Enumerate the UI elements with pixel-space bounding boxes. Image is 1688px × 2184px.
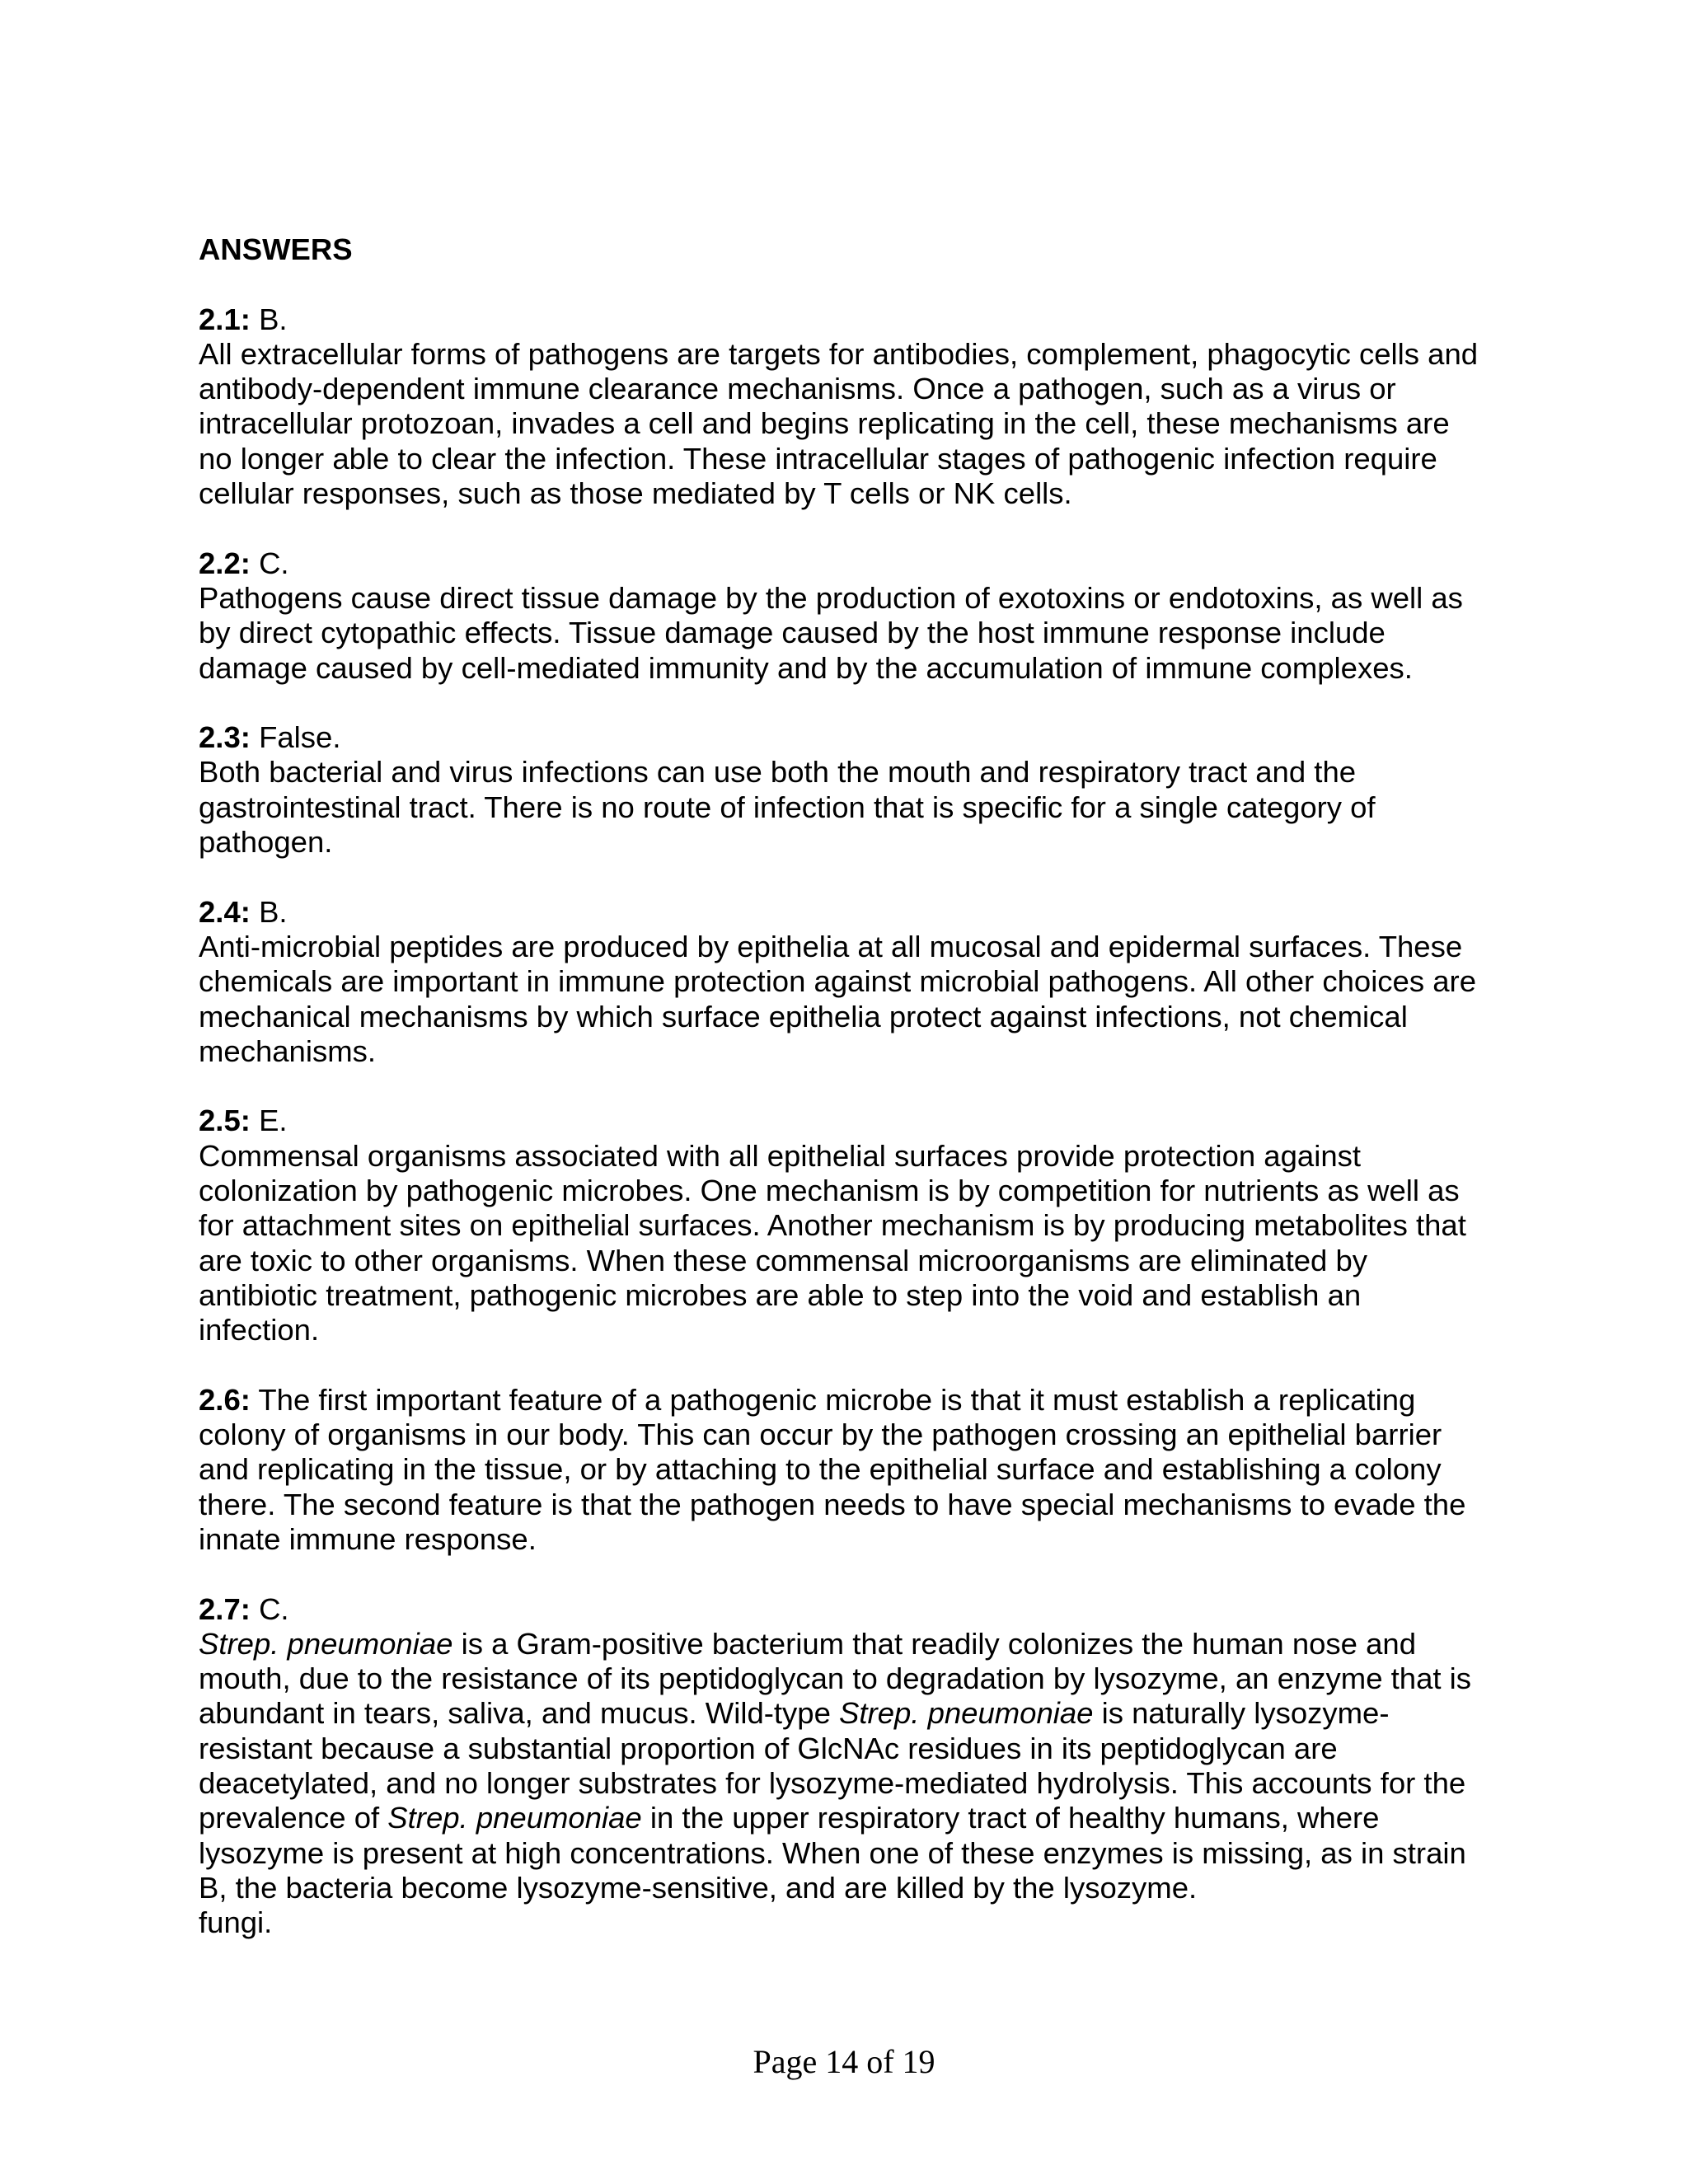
species-name: Strep. pneumoniae bbox=[387, 1801, 642, 1835]
page-number: Page 14 of 19 bbox=[753, 2043, 935, 2080]
answer-label: 2.3: bbox=[199, 720, 251, 755]
explanation-text: is a Gram-positive bacterium that readily colonizes the human nose and bbox=[452, 1626, 1417, 1661]
explanation-line bbox=[199, 1801, 1493, 1835]
explanation-line: Anti-microbial peptides are produced by epithelia at all mucosal and epidermal surfaces. These bbox=[199, 929, 1463, 963]
answer-header bbox=[199, 302, 1493, 337]
explanation-line bbox=[199, 1696, 1493, 1731]
species-name: Strep. pneumoniae bbox=[199, 1626, 453, 1661]
answer-2-6 bbox=[199, 1383, 1493, 1557]
explanation-line: Commensal organisms associated with all epithelial surfaces provide protection against bbox=[199, 1138, 1362, 1173]
answer-2-2 bbox=[199, 546, 1493, 686]
explanation-line: colony of organisms in our body. This can occur by the pathogen crossing an epithelial barrier bbox=[199, 1418, 1442, 1452]
explanation-line: mouth, due to the resistance of its peptidoglycan to degradation by lysozyme, an enzyme that is bbox=[199, 1661, 1472, 1696]
answer-label: 2.6: bbox=[199, 1382, 251, 1417]
explanation-first-line: The first important feature of a pathogenic microbe is that it must establish a replicating bbox=[258, 1382, 1416, 1417]
answer-choice: False. bbox=[259, 720, 341, 755]
explanation-line: colonization by pathogenic microbes. One mechanism is by competition for nutrients as well as bbox=[199, 1174, 1460, 1208]
explanation-text: is naturally lysozyme- bbox=[1093, 1696, 1390, 1731]
answer-choice: B. bbox=[259, 894, 288, 929]
answer-2-4 bbox=[199, 895, 1493, 1069]
explanation-text: abundant in tears, saliva, and mucus. Wild-type bbox=[199, 1696, 840, 1731]
explanation-line: deacetylated, and no longer substrates for lysozyme-mediated hydrolysis. This accounts for the bbox=[199, 1766, 1466, 1801]
explanation-line bbox=[199, 1627, 1493, 1661]
explanation-line: chemicals are important in immune protection against microbial pathogens. All other choices are bbox=[199, 964, 1477, 999]
explanation-line: lysozyme is present at high concentrations. When one of these enzymes is missing, as in strain bbox=[199, 1835, 1466, 1870]
explanation-line: antibody-dependent immune clearance mechanisms. Once a pathogen, such as a virus or bbox=[199, 372, 1396, 406]
answer-choice: E. bbox=[259, 1104, 288, 1138]
explanation-line: All extracellular forms of pathogens are targets for antibodies, complement, phagocytic cells and bbox=[199, 336, 1479, 371]
answer-2-3 bbox=[199, 720, 1493, 860]
explanation-line: intracellular protozoan, invades a cell and begins replicating in the cell, these mechanisms are bbox=[199, 406, 1450, 441]
explanation-line: there. The second feature is that the pathogen needs to have special mechanisms to evade the bbox=[199, 1487, 1466, 1521]
explanation-line: fungi. bbox=[199, 1905, 273, 1940]
explanation-line: no longer able to clear the infection. These intracellular stages of pathogenic infection require bbox=[199, 441, 1437, 476]
explanation-line: antibiotic treatment, pathogenic microbes are able to step into the void and establish an bbox=[199, 1277, 1362, 1312]
explanation-line: gastrointestinal tract. There is no route of infection that is specific for a single category of bbox=[199, 790, 1376, 824]
section-heading: ANSWERS bbox=[199, 232, 353, 266]
answer-2-1 bbox=[199, 302, 1493, 512]
answer-label: 2.2: bbox=[199, 546, 251, 580]
answers-section bbox=[199, 232, 1493, 1941]
answer-header bbox=[199, 1592, 1493, 1627]
answer-header bbox=[199, 546, 1493, 581]
answer-choice: B. bbox=[259, 302, 288, 336]
explanation-line: for attachment sites on epithelial surfaces. Another mechanism is by producing metabolites that bbox=[199, 1208, 1466, 1243]
answer-label: 2.1: bbox=[199, 302, 251, 336]
answer-label: 2.7: bbox=[199, 1591, 251, 1626]
answer-2-5 bbox=[199, 1104, 1493, 1347]
answer-header bbox=[199, 1104, 1493, 1138]
explanation-line: are toxic to other organisms. When these commensal microorganisms are eliminated by bbox=[199, 1243, 1368, 1277]
explanation-line: mechanisms. bbox=[199, 1033, 377, 1068]
explanation-line: innate immune response. bbox=[199, 1521, 537, 1556]
answer-choice: C. bbox=[259, 1591, 289, 1626]
explanation-line: cellular responses, such as those mediated by T cells or NK cells. bbox=[199, 476, 1072, 511]
explanation-line: resistant because a substantial proportion of GlcNAc residues in its peptidoglycan are bbox=[199, 1731, 1338, 1765]
explanation-line: mechanical mechanisms by which surface epithelia protect against infections, not chemical bbox=[199, 999, 1408, 1033]
explanation-line: infection. bbox=[199, 1313, 320, 1347]
explanation-line: and replicating in the tissue, or by attaching to the epithelial surface and establishing a colony bbox=[199, 1452, 1442, 1487]
species-name: Strep. pneumoniae bbox=[839, 1696, 1094, 1731]
answer-2-7 bbox=[199, 1592, 1493, 1941]
explanation-line: pathogen. bbox=[199, 825, 333, 860]
answer-label: 2.4: bbox=[199, 894, 251, 929]
answer-header bbox=[199, 720, 1493, 755]
explanation-line: Both bacterial and virus infections can use both the mouth and respiratory tract and the bbox=[199, 755, 1357, 790]
answer-choice: C. bbox=[259, 546, 289, 580]
explanation-line: by direct cytopathic effects. Tissue damage caused by the host immune response include bbox=[199, 616, 1386, 650]
answer-label: 2.5: bbox=[199, 1104, 251, 1138]
explanation-text: in the upper respiratory tract of healthy humans, where bbox=[641, 1801, 1380, 1835]
explanation-line: B, the bacteria become lysozyme-sensitive, and are killed by the lysozyme. bbox=[199, 1870, 1198, 1905]
answer-header bbox=[199, 1383, 1493, 1418]
explanation-line: damage caused by cell-mediated immunity and by the accumulation of immune complexes. bbox=[199, 650, 1413, 685]
explanation-text: prevalence of bbox=[199, 1801, 388, 1835]
explanation-line: Pathogens cause direct tissue damage by the production of exotoxins or endotoxins, as well as bbox=[199, 580, 1463, 615]
answer-header bbox=[199, 895, 1493, 930]
